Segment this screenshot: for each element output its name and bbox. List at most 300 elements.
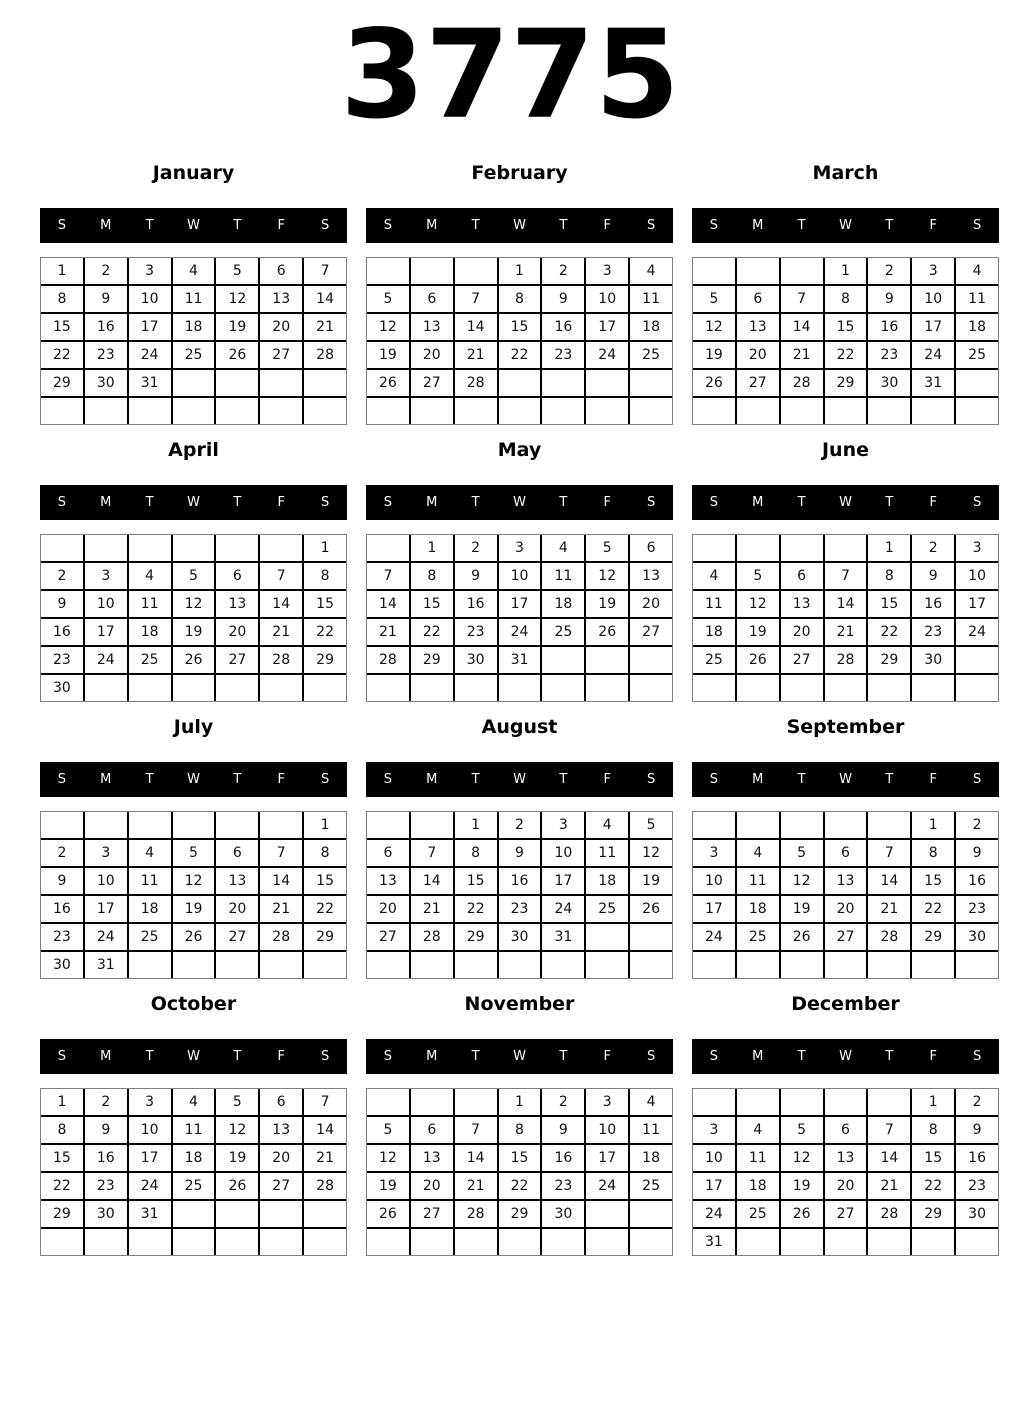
- day-cell: 24: [956, 619, 998, 645]
- weekday-header-row: [366, 1039, 673, 1074]
- empty-cell: [956, 647, 998, 673]
- weekday-label: S: [320, 1049, 330, 1064]
- day-cell: 17: [499, 591, 541, 617]
- weekday-label: W: [187, 1049, 200, 1064]
- month-grid: [366, 257, 673, 425]
- day-cell: 8: [868, 563, 910, 589]
- empty-cell: [693, 535, 735, 561]
- day-cell: 20: [216, 619, 258, 645]
- weekday-label: S: [57, 1049, 67, 1064]
- day-cell: 13: [781, 591, 823, 617]
- weekday-label: F: [277, 218, 285, 233]
- day-cell: 3: [586, 1089, 628, 1115]
- weekday-label: T: [797, 1049, 806, 1064]
- month-block-april: [40, 437, 347, 702]
- day-cell: 25: [129, 924, 171, 950]
- empty-cell: [367, 1089, 409, 1115]
- day-cell: 26: [630, 896, 672, 922]
- day-cell: 1: [41, 1089, 83, 1115]
- day-cell: 6: [260, 1089, 302, 1115]
- day-cell: 1: [912, 812, 954, 838]
- empty-cell: [455, 258, 497, 284]
- empty-cell: [825, 1229, 867, 1255]
- day-cell: 15: [912, 868, 954, 894]
- weekday-header-row: [40, 1039, 347, 1074]
- empty-cell: [693, 952, 735, 978]
- empty-cell: [41, 535, 83, 561]
- day-cell: 7: [260, 840, 302, 866]
- day-cell: 1: [499, 1089, 541, 1115]
- day-cell: 23: [956, 1173, 998, 1199]
- day-cell: 13: [260, 286, 302, 312]
- day-cell: 23: [542, 342, 584, 368]
- empty-cell: [411, 1229, 453, 1255]
- day-cell: 21: [367, 619, 409, 645]
- weekday-label: W: [187, 218, 200, 233]
- day-cell: 28: [455, 370, 497, 396]
- day-cell: 5: [367, 286, 409, 312]
- day-cell: 28: [304, 342, 346, 368]
- empty-cell: [693, 812, 735, 838]
- day-cell: 22: [499, 342, 541, 368]
- day-cell: 10: [542, 840, 584, 866]
- day-cell: 2: [41, 563, 83, 589]
- month-title: December: [791, 993, 900, 1015]
- day-cell: 28: [868, 1201, 910, 1227]
- day-cell: 29: [868, 647, 910, 673]
- day-cell: 30: [868, 370, 910, 396]
- weekday-label: T: [797, 218, 806, 233]
- weekday-label: S: [646, 1049, 656, 1064]
- day-cell: 10: [912, 286, 954, 312]
- day-cell: 6: [411, 1117, 453, 1143]
- day-cell: 12: [367, 1145, 409, 1171]
- day-cell: 19: [367, 1173, 409, 1199]
- empty-cell: [868, 675, 910, 701]
- empty-cell: [260, 1229, 302, 1255]
- weekday-label: W: [187, 495, 200, 510]
- empty-cell: [216, 812, 258, 838]
- day-cell: 1: [825, 258, 867, 284]
- day-cell: 13: [411, 1145, 453, 1171]
- day-cell: 13: [737, 314, 779, 340]
- day-cell: 27: [781, 647, 823, 673]
- day-cell: 22: [41, 342, 83, 368]
- empty-cell: [912, 952, 954, 978]
- day-cell: 3: [956, 535, 998, 561]
- empty-cell: [542, 398, 584, 424]
- empty-cell: [304, 398, 346, 424]
- weekday-label: M: [100, 218, 112, 233]
- day-cell: 28: [781, 370, 823, 396]
- empty-cell: [260, 398, 302, 424]
- weekday-label: T: [145, 218, 154, 233]
- weekday-label: T: [233, 772, 242, 787]
- empty-cell: [586, 675, 628, 701]
- day-cell: 27: [216, 647, 258, 673]
- day-cell: 24: [912, 342, 954, 368]
- day-cell: 25: [129, 647, 171, 673]
- day-cell: 25: [737, 924, 779, 950]
- day-cell: 3: [693, 840, 735, 866]
- empty-cell: [367, 812, 409, 838]
- empty-cell: [411, 258, 453, 284]
- day-cell: 22: [499, 1173, 541, 1199]
- weekday-label: S: [646, 495, 656, 510]
- empty-cell: [216, 952, 258, 978]
- day-cell: 25: [586, 896, 628, 922]
- empty-cell: [630, 952, 672, 978]
- day-cell: 15: [912, 1145, 954, 1171]
- weekday-label: M: [752, 218, 764, 233]
- weekday-label: F: [603, 495, 611, 510]
- month-grid: [366, 1088, 673, 1256]
- day-cell: 19: [173, 896, 215, 922]
- day-cell: 16: [956, 868, 998, 894]
- empty-cell: [499, 1229, 541, 1255]
- empty-cell: [825, 952, 867, 978]
- weekday-label: T: [145, 495, 154, 510]
- weekday-label: T: [885, 495, 894, 510]
- day-cell: 6: [737, 286, 779, 312]
- day-cell: 10: [129, 1117, 171, 1143]
- day-cell: 4: [129, 840, 171, 866]
- day-cell: 7: [304, 1089, 346, 1115]
- day-cell: 17: [85, 896, 127, 922]
- day-cell: 11: [129, 868, 171, 894]
- day-cell: 29: [912, 1201, 954, 1227]
- empty-cell: [693, 398, 735, 424]
- weekday-label: M: [100, 772, 112, 787]
- day-cell: 2: [41, 840, 83, 866]
- day-cell: 5: [737, 563, 779, 589]
- day-cell: 26: [586, 619, 628, 645]
- month-grid: [692, 257, 999, 425]
- day-cell: 16: [41, 619, 83, 645]
- day-cell: 4: [693, 563, 735, 589]
- day-cell: 4: [737, 840, 779, 866]
- empty-cell: [260, 675, 302, 701]
- day-cell: 9: [85, 286, 127, 312]
- empty-cell: [737, 258, 779, 284]
- month-block-october: [40, 991, 347, 1256]
- weekday-header-row: [366, 485, 673, 520]
- day-cell: 18: [630, 1145, 672, 1171]
- weekday-label: F: [277, 772, 285, 787]
- day-cell: 26: [216, 1173, 258, 1199]
- day-cell: 15: [41, 314, 83, 340]
- weekday-header-row: [692, 208, 999, 243]
- empty-cell: [630, 1201, 672, 1227]
- day-cell: 29: [455, 924, 497, 950]
- day-cell: 14: [825, 591, 867, 617]
- month-title: April: [168, 439, 219, 461]
- day-cell: 12: [173, 868, 215, 894]
- month-grid: [40, 811, 347, 979]
- day-cell: 14: [304, 286, 346, 312]
- day-cell: 25: [173, 342, 215, 368]
- day-cell: 8: [304, 563, 346, 589]
- empty-cell: [367, 675, 409, 701]
- weekday-label: S: [57, 495, 67, 510]
- day-cell: 23: [868, 342, 910, 368]
- weekday-label: T: [885, 772, 894, 787]
- day-cell: 12: [173, 591, 215, 617]
- day-cell: 25: [173, 1173, 215, 1199]
- empty-cell: [781, 675, 823, 701]
- day-cell: 29: [825, 370, 867, 396]
- weekday-label: W: [513, 772, 526, 787]
- empty-cell: [630, 370, 672, 396]
- day-cell: 15: [455, 868, 497, 894]
- day-cell: 31: [499, 647, 541, 673]
- day-cell: 31: [129, 370, 171, 396]
- day-cell: 11: [173, 286, 215, 312]
- empty-cell: [129, 812, 171, 838]
- day-cell: 22: [304, 896, 346, 922]
- day-cell: 13: [630, 563, 672, 589]
- weekday-label: T: [471, 218, 480, 233]
- day-cell: 17: [85, 619, 127, 645]
- day-cell: 24: [693, 1201, 735, 1227]
- day-cell: 11: [737, 868, 779, 894]
- day-cell: 5: [367, 1117, 409, 1143]
- day-cell: 2: [912, 535, 954, 561]
- day-cell: 31: [85, 952, 127, 978]
- weekday-label: S: [57, 218, 67, 233]
- day-cell: 2: [455, 535, 497, 561]
- day-cell: 2: [85, 258, 127, 284]
- day-cell: 6: [260, 258, 302, 284]
- empty-cell: [216, 370, 258, 396]
- day-cell: 8: [912, 840, 954, 866]
- day-cell: 20: [411, 1173, 453, 1199]
- weekday-label: T: [233, 1049, 242, 1064]
- empty-cell: [129, 535, 171, 561]
- day-cell: 1: [912, 1089, 954, 1115]
- day-cell: 12: [216, 1117, 258, 1143]
- weekday-label: M: [752, 772, 764, 787]
- day-cell: 20: [367, 896, 409, 922]
- day-cell: 29: [41, 370, 83, 396]
- day-cell: 4: [630, 258, 672, 284]
- day-cell: 8: [455, 840, 497, 866]
- weekday-label: T: [559, 1049, 568, 1064]
- month-block-july: [40, 714, 347, 979]
- day-cell: 21: [825, 619, 867, 645]
- day-cell: 6: [630, 535, 672, 561]
- empty-cell: [586, 1229, 628, 1255]
- day-cell: 27: [630, 619, 672, 645]
- empty-cell: [956, 1229, 998, 1255]
- day-cell: 17: [129, 314, 171, 340]
- empty-cell: [630, 1229, 672, 1255]
- day-cell: 18: [542, 591, 584, 617]
- weekday-label: T: [145, 772, 154, 787]
- empty-cell: [367, 952, 409, 978]
- empty-cell: [173, 1201, 215, 1227]
- day-cell: 21: [304, 314, 346, 340]
- weekday-label: M: [752, 1049, 764, 1064]
- day-cell: 21: [455, 1173, 497, 1199]
- day-cell: 8: [499, 1117, 541, 1143]
- empty-cell: [868, 398, 910, 424]
- day-cell: 26: [216, 342, 258, 368]
- empty-cell: [173, 812, 215, 838]
- day-cell: 22: [411, 619, 453, 645]
- day-cell: 8: [499, 286, 541, 312]
- day-cell: 14: [868, 1145, 910, 1171]
- weekday-label: F: [929, 1049, 937, 1064]
- day-cell: 24: [85, 924, 127, 950]
- empty-cell: [455, 952, 497, 978]
- day-cell: 12: [367, 314, 409, 340]
- day-cell: 3: [129, 258, 171, 284]
- day-cell: 19: [737, 619, 779, 645]
- day-cell: 20: [260, 1145, 302, 1171]
- weekday-label: S: [383, 218, 393, 233]
- day-cell: 2: [868, 258, 910, 284]
- weekday-label: S: [320, 218, 330, 233]
- weekday-label: F: [929, 495, 937, 510]
- day-cell: 29: [411, 647, 453, 673]
- day-cell: 14: [260, 591, 302, 617]
- day-cell: 10: [85, 591, 127, 617]
- day-cell: 24: [693, 924, 735, 950]
- weekday-label: F: [929, 772, 937, 787]
- empty-cell: [693, 675, 735, 701]
- month-title: September: [786, 716, 905, 738]
- weekday-label: S: [709, 1049, 719, 1064]
- day-cell: 16: [85, 314, 127, 340]
- month-grid: [692, 811, 999, 979]
- weekday-label: T: [145, 1049, 154, 1064]
- weekday-label: M: [752, 495, 764, 510]
- day-cell: 25: [630, 342, 672, 368]
- empty-cell: [499, 398, 541, 424]
- day-cell: 21: [868, 896, 910, 922]
- day-cell: 19: [216, 1145, 258, 1171]
- day-cell: 14: [455, 314, 497, 340]
- weekday-label: W: [839, 772, 852, 787]
- day-cell: 17: [693, 1173, 735, 1199]
- weekday-label: F: [603, 218, 611, 233]
- day-cell: 27: [260, 1173, 302, 1199]
- weekday-label: W: [513, 218, 526, 233]
- day-cell: 17: [912, 314, 954, 340]
- weekday-label: T: [559, 218, 568, 233]
- month-grid: [692, 534, 999, 702]
- day-cell: 7: [455, 286, 497, 312]
- day-cell: 20: [825, 1173, 867, 1199]
- day-cell: 16: [455, 591, 497, 617]
- day-cell: 26: [367, 1201, 409, 1227]
- empty-cell: [868, 952, 910, 978]
- month-grid: [40, 1088, 347, 1256]
- empty-cell: [411, 398, 453, 424]
- empty-cell: [912, 1229, 954, 1255]
- month-title: July: [173, 716, 214, 738]
- day-cell: 25: [693, 647, 735, 673]
- month-block-may: [366, 437, 673, 702]
- weekday-label: M: [426, 772, 438, 787]
- day-cell: 22: [41, 1173, 83, 1199]
- weekday-label: M: [100, 495, 112, 510]
- empty-cell: [411, 675, 453, 701]
- day-cell: 27: [216, 924, 258, 950]
- day-cell: 19: [173, 619, 215, 645]
- empty-cell: [630, 924, 672, 950]
- months-grid: [0, 160, 1020, 1256]
- day-cell: 9: [85, 1117, 127, 1143]
- empty-cell: [825, 675, 867, 701]
- empty-cell: [85, 535, 127, 561]
- day-cell: 10: [956, 563, 998, 589]
- day-cell: 27: [825, 1201, 867, 1227]
- day-cell: 13: [216, 868, 258, 894]
- weekday-label: S: [383, 495, 393, 510]
- day-cell: 12: [586, 563, 628, 589]
- day-cell: 13: [411, 314, 453, 340]
- weekday-label: T: [559, 495, 568, 510]
- empty-cell: [173, 675, 215, 701]
- day-cell: 6: [411, 286, 453, 312]
- weekday-header-row: [692, 485, 999, 520]
- day-cell: 12: [216, 286, 258, 312]
- day-cell: 16: [542, 1145, 584, 1171]
- weekday-label: T: [471, 1049, 480, 1064]
- day-cell: 5: [173, 563, 215, 589]
- month-grid: [366, 811, 673, 979]
- day-cell: 16: [956, 1145, 998, 1171]
- day-cell: 5: [216, 1089, 258, 1115]
- empty-cell: [216, 1229, 258, 1255]
- day-cell: 29: [499, 1201, 541, 1227]
- day-cell: 9: [912, 563, 954, 589]
- weekday-label: W: [839, 1049, 852, 1064]
- empty-cell: [781, 1229, 823, 1255]
- weekday-label: M: [426, 1049, 438, 1064]
- day-cell: 12: [630, 840, 672, 866]
- weekday-header-row: [366, 762, 673, 797]
- day-cell: 23: [912, 619, 954, 645]
- month-title: November: [464, 993, 575, 1015]
- month-title: January: [152, 162, 235, 184]
- empty-cell: [542, 952, 584, 978]
- empty-cell: [260, 370, 302, 396]
- empty-cell: [868, 1229, 910, 1255]
- empty-cell: [455, 1089, 497, 1115]
- day-cell: 27: [825, 924, 867, 950]
- month-title: August: [481, 716, 558, 738]
- empty-cell: [868, 812, 910, 838]
- empty-cell: [304, 370, 346, 396]
- day-cell: 20: [216, 896, 258, 922]
- month-grid: [40, 534, 347, 702]
- day-cell: 28: [367, 647, 409, 673]
- day-cell: 22: [912, 896, 954, 922]
- day-cell: 19: [781, 896, 823, 922]
- empty-cell: [825, 535, 867, 561]
- day-cell: 22: [912, 1173, 954, 1199]
- empty-cell: [542, 647, 584, 673]
- day-cell: 11: [737, 1145, 779, 1171]
- day-cell: 8: [825, 286, 867, 312]
- empty-cell: [85, 812, 127, 838]
- empty-cell: [260, 952, 302, 978]
- day-cell: 16: [868, 314, 910, 340]
- day-cell: 2: [956, 812, 998, 838]
